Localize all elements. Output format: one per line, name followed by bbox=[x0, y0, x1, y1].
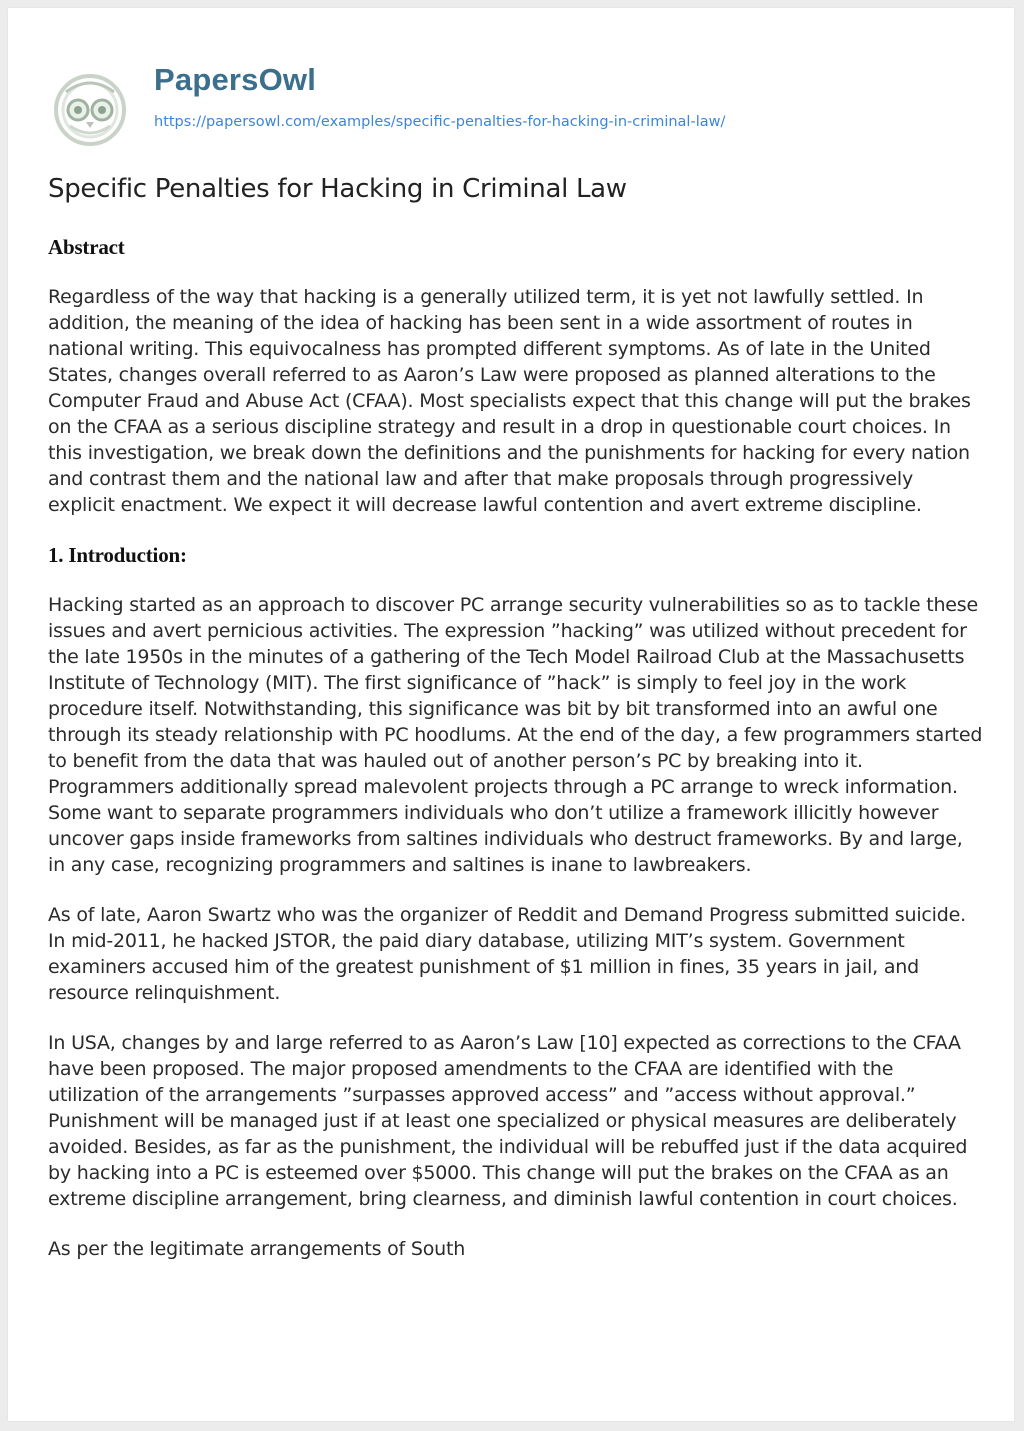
content-fade-overlay bbox=[8, 1298, 1014, 1421]
document-body bbox=[48, 234, 984, 1286]
abstract-heading: Abstract bbox=[48, 235, 125, 259]
owl-logo-icon bbox=[48, 66, 132, 150]
brand-name: PapersOwl bbox=[154, 62, 317, 97]
source-url-link[interactable]: https://papersowl.com/examples/specific-penalties-for-hacking-in-criminal-law/ bbox=[154, 114, 726, 130]
site-header bbox=[48, 54, 948, 144]
document-title: Specific Penalties for Hacking in Criminal Law bbox=[48, 174, 627, 204]
introduction-paragraph-2: As of late, Aaron Swartz who was the organizer of Reddit and Demand Progress submitted suicide. In mid-2011, he hacked JSTOR, the paid diary database, utilizing MIT’s system. Government examiners accused him of the greatest punishment of $1 million in fines, 35 years in jail, and resource relinquishment. bbox=[48, 904, 966, 1004]
introduction-paragraph-1: Hacking started as an approach to discover PC arrange security vulnerabilities so as to tackle these issues and avert pernicious activities. The expression ”hacking” was utilized without precedent for the late 1950s in the minutes of a gathering of the Tech Model Railroad Club at the Massachusetts Institute of Technology (MIT). The first significance of ”hack” is simply to feel joy in the work procedure itself. Notwithstanding, this significance was bit by bit transformed into an awful one through its steady relationship with PC hoodlums. At the end of the day, a few programmers started to benefit from the data that was hauled out of another person’s PC by breaking into it. Programmers additionally spread malevolent projects through a PC arrange to wreck information. Some want to separate programmers individuals who don’t utilize a framework illicitly however uncover gaps inside frameworks from saltines individuals who destruct frameworks. By and large, in any case, recognizing programmers and saltines is inane to lawbreakers. bbox=[48, 594, 983, 876]
abstract-paragraph: Regardless of the way that hacking is a generally utilized term, it is yet not lawfully settled. In addition, the meaning of the idea of hacking has been sent in a wide assortment of routes in national writing. This equivocalness has prompted different symptoms. As of late in the United States, changes overall referred to as Aaron’s Law were proposed as planned alterations to the Computer Fraud and Abuse Act (CFAA). Most specialists expect that this change will put the brakes on the CFAA as a serious discipline strategy and result in a drop in questionable court choices. In this investigation, we break down the definitions and the punishments for hacking for every nation and contrast them and the national law and after that make proposals through progressively explicit enactment. We expect it will decrease lawful contention and avert extreme discipline. bbox=[48, 286, 971, 516]
introduction-heading: 1. Introduction: bbox=[48, 543, 187, 567]
introduction-paragraph-3: In USA, changes by and large referred to as Aaron’s Law [10] expected as corrections to the CFAA have been proposed. The major proposed amendments to the CFAA are identified with the utilization of the arrangements ”surpasses approved access” and ”access without approval.” Punishment will be managed just if at least one specialized or physical measures are deliberately avoided. Besides, as far as the punishment, the individual will be rebuffed just if the data acquired by hacking into a PC is esteemed over $5000. This change will put the brakes on the CFAA as an extreme discipline arrangement, bring clearness, and diminish lawful contention in court choices. bbox=[48, 1032, 968, 1210]
introduction-paragraph-4: As per the legitimate arrangements of South bbox=[48, 1238, 466, 1260]
document-page bbox=[8, 8, 1014, 1421]
